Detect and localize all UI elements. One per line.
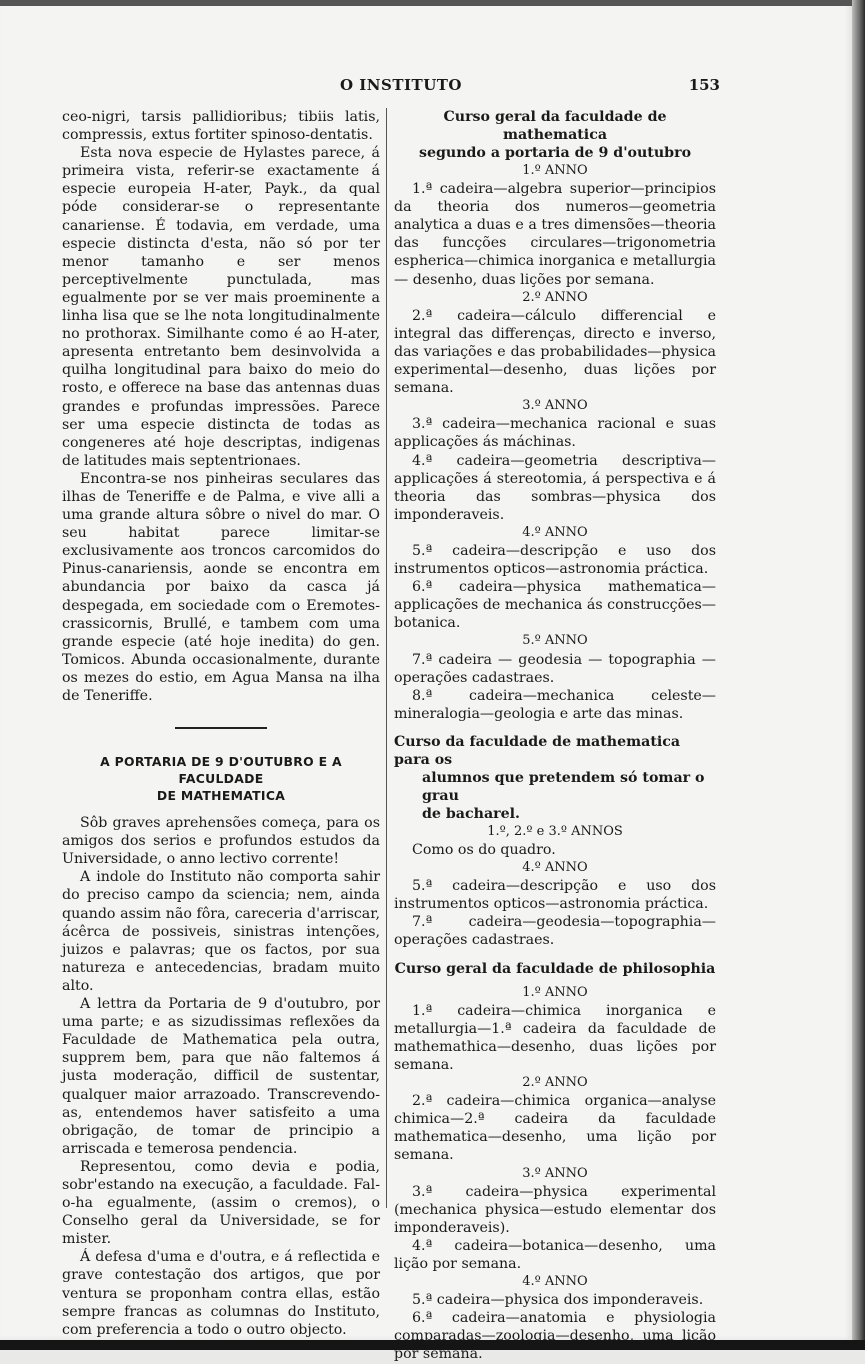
paragraph: Sôb graves aprehensões começa, para os amigos dos serios e profundos estudos da Universidade, o anno lectivo corrente! [62, 815, 380, 868]
paragraph: Á defesa d'uma e d'outra, e á reflectida e grave contestação dos artigos, que por ventura se proponham contra ellas, estão sempre francas as columnas do Instituto, com preferencia a todo o outro objecto. [62, 1249, 380, 1338]
column-divider [386, 108, 387, 1208]
section-title-line: A PORTARIA DE 9 D'OUTUBRO E A FACULDADE [100, 754, 342, 787]
spacer [394, 723, 716, 733]
course-title-line: segundo a portaria de 9 d'outubro [418, 145, 692, 161]
right-column [394, 108, 716, 1364]
year-heading: 4.º ANNO [522, 1274, 588, 1290]
course-entry: 5.ª cadeira—descripção e uso dos instrumentos opticos—astronomia práctica. [394, 542, 716, 578]
page-top-edge [0, 0, 865, 6]
paragraph: ceo-nigri, tarsis pallidioribus; tibiis latis, compressis, extus fortiter spinoso-dentatis. [62, 109, 380, 144]
year-heading: 2.º ANNO [522, 1075, 588, 1091]
paragraph: Esta nova especie de Hylastes parece, á primeira vista, referir-se exactamente á especie europeia H-ater, Payk., da qual póde considerar-se o representante canariense. É todavia, em verdade, uma especie distincta d'esta, não só por ter menor tamanho e ser menos perceptivelmente punctulada, mas egualmente por se ver mais proeminente a linha lisa que se lhe nota longitudinalmente no prothorax. Similhante como é ao H-ater, apresenta entretanto bem desinvolvida a quilha longitudinal para baixo do meio do rosto, e offerece na base das antennas duas grandes e profundas impressões. Parece ser uma especie distincta de todas as congeneres até hoje descriptas, indigenas de latitudes mais septentrionaes. [62, 145, 380, 469]
course-entry: 4.ª cadeira—botanica—desenho, uma lição por semana. [394, 1237, 716, 1272]
course-title-line: Curso geral da faculdade de mathematica [443, 109, 667, 143]
year-heading: 1.º ANNO [522, 984, 588, 1000]
course-title [394, 108, 716, 162]
page-spine-shadow [852, 0, 865, 1350]
paragraph: A lettra da Portaria de 9 d'outubro, por uma parte; e as sizudissimas reflexões da Faculdade de Mathematica pela outra, supprem bem, para que não faltemos á justa moderação, difficil de sustentar, qualquer maior arrazoado. Transcrevendo-as, entendemos haver satisfeito a uma obrigação, de tomar de principio a arriscada e temerosa pendencia. [62, 996, 380, 1157]
course-title: Curso geral da faculdade de philosophia [394, 960, 716, 977]
journal-title: O INSTITUTO [340, 76, 462, 94]
course-title [394, 733, 716, 823]
year-heading: 4.º ANNO [522, 524, 588, 540]
course-title-line: Curso da faculdade de mathematica para os [394, 733, 681, 768]
paragraph: A indole do Instituto não comporta sahir do preciso campo da sciencia; nem, ainda quando assim não fôra, careceria d'arriscar, ácêrca de possiveis, sinistras intenções, juizos e palavras; que os factos, por sua natureza e antecedencias, bradam muito alto. [62, 869, 380, 994]
year-heading: 3.º ANNO [522, 398, 588, 414]
course-entry: 1.ª cadeira—algebra superior—principios da theoria dos numeros—geometria analytica a duas e a tres dimensões—theoria das funcções circulares—trigonometria espherica—chimica inorganica e metallurgia — desenho, duas lições por semana. [394, 181, 716, 288]
page-number: 153 [688, 76, 720, 94]
spacer [394, 950, 716, 960]
course-entry: 2.ª cadeira—chimica organica—analyse chimica—2.ª cadeira da faculdade mathematica—desenho, uma lição por semana. [394, 1093, 716, 1164]
year-heading: 5.º ANNO [522, 633, 588, 649]
course-entry: 8.ª cadeira—mechanica celeste—mineralogia—geologia e arte das minas. [394, 687, 716, 722]
course-entry: 7.ª cadeira — geodesia — topographia — operações cadastraes. [394, 651, 716, 686]
course-entry: 7.ª cadeira—geodesia—topographia—operações cadastraes. [394, 914, 716, 949]
course-entry: 6.ª cadeira—anatomia e physiologia comparadas—zoologia—desenho, uma lição por semana. [394, 1310, 716, 1363]
paragraph: Encontra-se nos pinheiras seculares das ilhas de Teneriffe e de Palma, e vive alli a uma grande altura sôbre o nivel do mar. O seu habitat parece limitar-se exclusivamente aos troncos carcomidos do Pinus-canariensis, aonde se encontra em abundancia por baixo da casca já despegada, em sociedade com o Eremotes-crassicornis, Brullé, e tambem com uma grande especie (até hoje inedita) do gen. Tomicos. Abunda occasionalmente, durante os mezes do estio, em Agua Mansa na ilha de Teneriffe. [62, 470, 380, 704]
section-separator [175, 727, 267, 729]
course-entry: 6.ª cadeira—physica mathematica—applicações de mechanica ás construcções—botanica. [394, 579, 716, 632]
course-entry: 3.ª cadeira—physica experimental (mechanica physica—estudo elementar dos imponderaveis). [394, 1183, 716, 1236]
course-entry: Como os do quadro. [412, 842, 556, 858]
course-entry: 4.ª cadeira—geometria descriptiva—applicações á stereotomia, á perspectiva e á theoria das sombras—physica dos imponderaveis. [394, 452, 716, 523]
year-heading: 1.º, 2.º e 3.º ANNOS [487, 823, 623, 839]
year-heading: 1.º ANNO [522, 163, 588, 178]
course-title-line: de bacharel. [422, 805, 520, 822]
year-heading: 4.º ANNO [522, 860, 588, 876]
paragraph: Representou, como devia e podia, sobr'estando na execução, a faculdade. Fal-o-ha egualmente, (assim o cremos), o Conselho geral da Universidade, se for mister. [62, 1158, 380, 1248]
course-entry: 1.ª cadeira—chimica inorganica e metallurgia—1.ª cadeira da faculdade de mathemathica—desenho, duas lições por semana. [394, 1002, 716, 1073]
course-entry: 3.ª cadeira—mechanica racional e suas applicações ás máchinas. [394, 416, 716, 451]
course-entry: 5.ª cadeira—descripção e uso dos instrumentos opticos—astronomia práctica. [394, 878, 716, 913]
course-entry: 5.ª cadeira—physica dos imponderaveis. [412, 1292, 704, 1309]
course-entry: 2.ª cadeira—cálculo differencial e integral das differenças, directo e inverso, das variações e das probabilidades—physica experimental—desenho, duas lições por semana. [394, 307, 716, 397]
course-title-line: alumnos que pretendem só tomar o grau [422, 769, 705, 804]
year-heading: 3.º ANNO [522, 1165, 588, 1181]
section-title-line: DE MATHEMATICA [156, 788, 286, 804]
running-head [0, 74, 852, 98]
section-title [62, 753, 380, 804]
left-column [62, 108, 380, 1339]
year-heading: 2.º ANNO [522, 289, 588, 305]
